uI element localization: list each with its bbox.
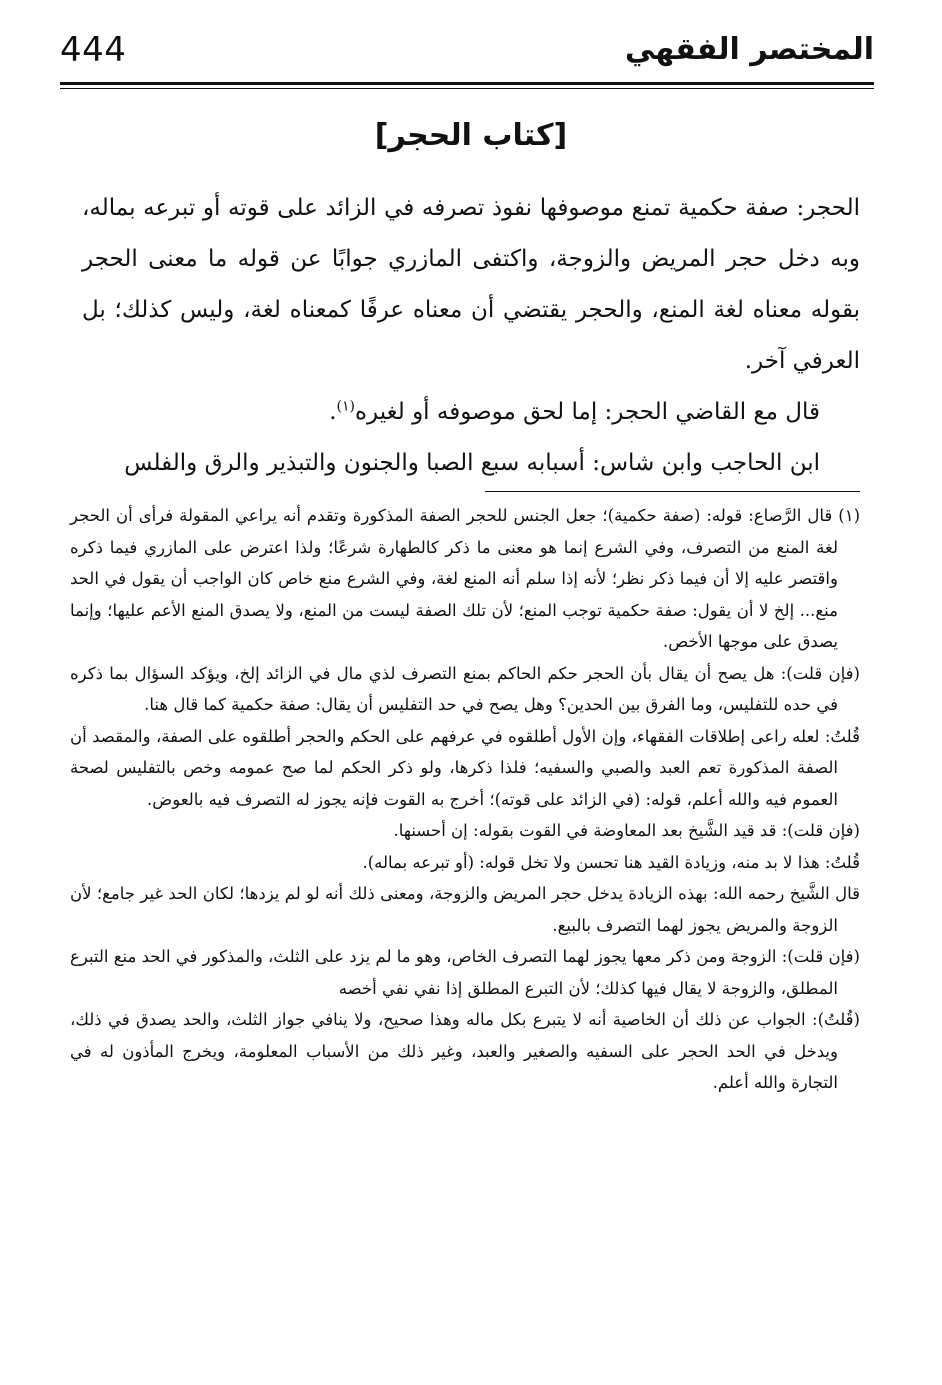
page-number: 444: [60, 30, 127, 70]
paragraph: ابن الحاجب وابن شاس: أسبابه سبع الصبا والجنون والتبذير والرق والفلس: [124, 450, 820, 476]
page-header: [60, 28, 874, 80]
footnote-paragraph: (قُلتُ): الجواب عن ذلك أن الخاصية أنه لا يتبرع بكل ماله وهذا صحيح، ولا ينافي جواز الثلث، والحد يصدق في ذلك، ويدخل في الحد الحجر على السفيه والصغير والعبد، وغير ذلك من الأسباب المعلومة، ويخرج المأذون له في التجارة والله أعلم.: [70, 1010, 860, 1092]
footnote-paragraph: (١) قال الرَّصاع: قوله: (صفة حكمية)؛ جعل الجنس للحجر الصفة المذكورة وتقدم أنه يراعي المقولة فرأى أن الحجر لغة المنع من التصرف، وفي الشرع إنما هو معنى ما ذكر كالطهارة شرعًا؛ ولذا اعترض على المازري فيما ذكره واقتصر عليه إلا أن فيما ذكر نظر؛ لأنه إذا سلم أنه المنع لغة، وفي الشرع منع خاص كان الواجب أن يقول في الحد منع... إلخ لا أن يقول: صفة حكمية توجب المنع؛ لأن تلك الصفة ليست من المنع، ولا يصدق المنع الأعم عليها؛ وإنما يصدق على موجها الأخص.: [70, 506, 860, 651]
footnotes: [70, 500, 860, 1099]
footnote-paragraph: قُلتُ: لعله راعى إطلاقات الفقهاء، وإن الأول أطلقوه في عرفهم على الحكم والحجر أطلقوه على الصفة، والمقصد أن الصفة المذكورة تعم العبد والصبي والسفيه؛ فلذا ذكرها، ولو ذكر الحكم لما صح عمومه وخص بالتفليس لصحة العموم فيه والله أعلم، قوله: (في الزائد على قوته)؛ أخرج به القوت فإنه يجوز له التصرف فيه بالعوض.: [70, 726, 860, 809]
chapter-title: [كتاب الحجر]: [374, 118, 568, 153]
footnote-rule: [485, 491, 860, 492]
footnote-paragraph: قُلتُ: هذا لا بد منه، وزيادة القيد هنا تحسن ولا تخل قوله: (أو تبرعه بماله).: [362, 852, 860, 872]
footnote-paragraph: قال الشَّيخ رحمه الله: بهذه الزيادة يدخل حجر المريض والزوجة، ومعنى ذلك أنه لو لم يزدها؛ لكان الحد غير جامع؛ لأن الزوجة والمريض يجوز لهما التصرف بالبيع.: [70, 884, 860, 935]
footnote-paragraph: (فإن قلت): هل يصح أن يقال بأن الحجر حكم الحاكم بمنع التصرف لذي مال في الزائد إلخ، ويؤكد السؤال بما ذكره في حده للتفليس، وما الفرق بين الحدين؟ وهل يصح في حد التفليس أن يقال: صفة حكمية كما قال هنا.: [70, 663, 860, 714]
footnote-paragraph: (فإن قلت): قد قيد الشَّيخ بعد المعاوضة في القوت بقوله: إن أحسنها.: [393, 821, 860, 840]
paragraph: الحجر: صفة حكمية تمنع موصوفها نفوذ تصرفه في الزائد على قوته أو تبرعه بماله، وبه دخل حجر المريض والزوجة، واكتفى المازري جوابًا عن قوله ما معنى الحجر بقوله معناه لغة المنع، والحجر يقتضي أن معناه عرفًا كمعناه لغة، وليس كذلك؛ بل العرفي آخر.: [82, 195, 860, 374]
header-rule: [60, 82, 874, 89]
paragraph-text: قال مع القاضي الحجر: إما لحق موصوفه أو لغيره: [354, 399, 820, 425]
paragraph: [82, 387, 860, 438]
footnote-reference[interactable]: (١): [336, 398, 355, 415]
paragraph-end: .: [329, 399, 337, 425]
footnote-paragraph: (فإن قلت): الزوجة ومن ذكر معها يجوز لهما التصرف الخاص، وهو ما لم يزد على الثلث، والمذكور في الحد منع التبرع المطلق، والزوجة لا يقال فيها كذلك؛ لأن التبرع المطلق إذا نفي نفي أخصه: [70, 947, 860, 998]
running-title: المختصر الفقهي: [624, 32, 874, 67]
main-text: [82, 183, 860, 489]
